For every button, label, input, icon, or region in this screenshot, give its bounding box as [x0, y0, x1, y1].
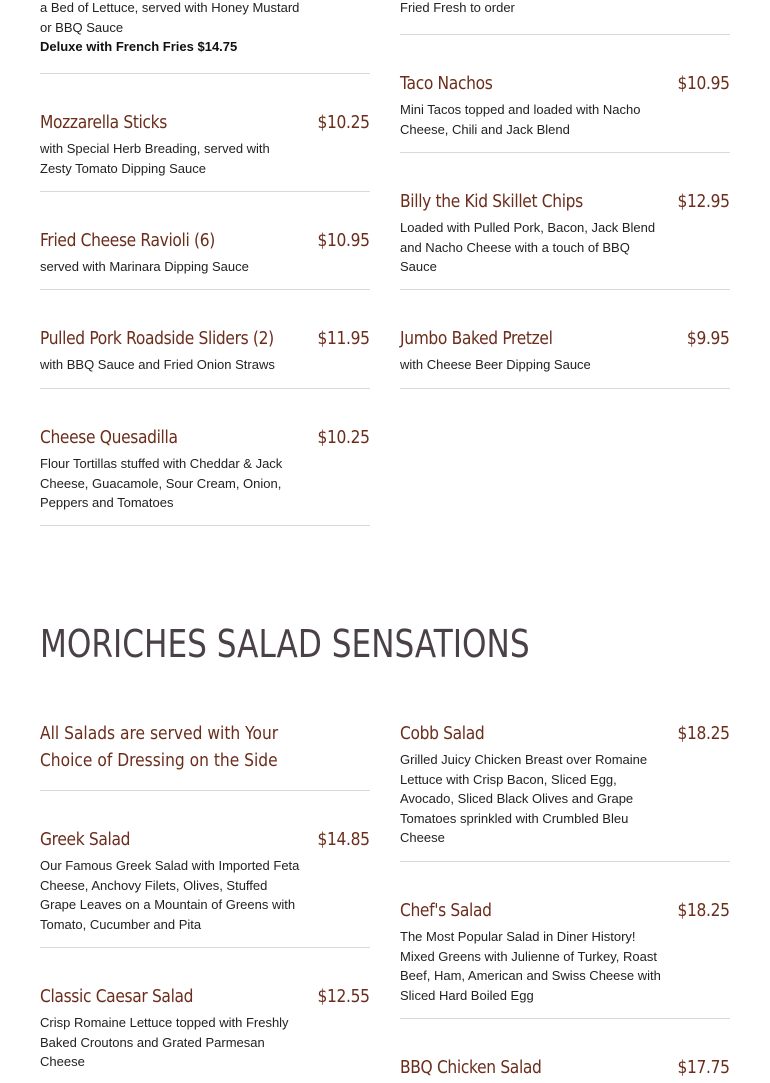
menu-item-name: Billy the Kid Skillet Chips: [400, 191, 583, 212]
divider: [40, 289, 370, 290]
menu-item-description: Our Famous Greek Salad with Imported Feta Cheese, Anchovy Filets, Olives, Stuffed Grape Leaves on a Mountain of Greens with Tomato, Cucumber and Pita: [40, 858, 300, 932]
menu-item-partial: [40, 0, 370, 57]
menu-item: [400, 69, 730, 139]
menu-item: [400, 896, 730, 1005]
menu-item: [40, 108, 370, 178]
menu-item-description: The Most Popular Salad in Diner History! Mixed Greens with Julienne of Turkey, Roast Beef, Ham, American and Swiss Cheese with Sliced Hard Boiled Egg: [400, 929, 661, 1003]
menu-item-name: Taco Nachos: [400, 73, 493, 94]
menu-item-description: Mini Tacos topped and loaded with Nacho Cheese, Chili and Jack Blend: [400, 102, 641, 137]
appetizers-right-column: [400, 0, 730, 420]
menu-item-price: $12.95: [677, 191, 730, 212]
divider: [400, 152, 730, 153]
salads-left-column: [40, 720, 370, 1082]
menu-item-price: $17.75: [677, 1057, 730, 1078]
menu-item-description: Loaded with Pulled Pork, Bacon, Jack Blend and Nacho Cheese with a touch of BBQ Sauce: [400, 220, 656, 274]
menu-item-price: $14.85: [317, 829, 370, 850]
menu-item-price: $10.25: [317, 112, 370, 133]
divider: [40, 73, 370, 74]
menu-item-extra: Deluxe with French Fries $14.75: [40, 39, 238, 54]
menu-item-name: Chef's Salad: [400, 900, 492, 921]
menu-item: [400, 187, 730, 277]
divider: [40, 947, 370, 948]
salad-dressing-note: All Salads are served with Your Choice of Dressing on the Side: [40, 723, 279, 771]
menu-item-description: with Special Herb Breading, served with Zesty Tomato Dipping Sauce: [40, 141, 270, 176]
menu-item-partial: [400, 0, 730, 18]
menu-item-name: Cobb Salad: [400, 723, 485, 744]
menu-item-price: $10.25: [317, 427, 370, 448]
menu-item-description: with BBQ Sauce and Fried Onion Straws: [40, 357, 275, 372]
menu-item: [400, 324, 730, 375]
divider: [400, 388, 730, 389]
menu-item-name: Classic Caesar Salad: [40, 986, 194, 1007]
divider: [400, 289, 730, 290]
menu-item: [40, 982, 370, 1072]
menu-item-name: Mozzarella Sticks: [40, 112, 168, 133]
salads-right-column: [400, 720, 730, 1082]
divider: [40, 191, 370, 192]
menu-item: [40, 324, 370, 375]
menu-item-description: served with Marinara Dipping Sauce: [40, 259, 249, 274]
menu-item-description: a Bed of Lettuce, served with Honey Mustard or BBQ Sauce: [40, 0, 300, 35]
menu-item-description: Flour Tortillas stuffed with Cheddar & Jack Cheese, Guacamole, Sour Cream, Onion, Peppers and Tomatoes: [40, 456, 283, 510]
menu-item: [400, 1053, 730, 1083]
menu-item-price: $10.95: [317, 230, 370, 251]
divider: [40, 388, 370, 389]
menu-item-price: $11.95: [317, 328, 370, 349]
menu-item-name: Jumbo Baked Pretzel: [400, 328, 553, 349]
menu-item-description: Fried Fresh to order: [400, 0, 515, 15]
section-title: MORICHES SALAD SENSATIONS: [40, 622, 530, 666]
menu-item-name: Pulled Pork Roadside Sliders (2): [40, 328, 274, 349]
divider: [400, 861, 730, 862]
menu-item-price: $18.25: [677, 723, 730, 744]
divider: [400, 1018, 730, 1019]
menu-item-price: $9.95: [687, 328, 730, 349]
menu-item-name: Fried Cheese Ravioli (6): [40, 230, 215, 251]
menu-item: [400, 719, 730, 848]
menu-item-name: Greek Salad: [40, 829, 131, 850]
menu-item: [40, 226, 370, 277]
divider: [400, 34, 730, 35]
menu-item-description: Grilled Juicy Chicken Breast over Romaine Lettuce with Crisp Bacon, Sliced Egg, Avocado, Sliced Black Olives and Grape Tomatoes sprinkled with Crumbled Bleu Cheese: [400, 752, 648, 845]
divider: [40, 525, 370, 526]
menu-item-name: Cheese Quesadilla: [40, 427, 178, 448]
menu-item: [40, 423, 370, 513]
menu-item-price: $18.25: [677, 900, 730, 921]
menu-item-price: $12.55: [317, 986, 370, 1007]
menu-item-description: Crisp Romaine Lettuce topped with Freshly Baked Croutons and Grated Parmesan Cheese: [40, 1015, 289, 1069]
menu-item-description: with Cheese Beer Dipping Sauce: [400, 357, 591, 372]
menu-item-name: BBQ Chicken Salad: [400, 1057, 542, 1078]
divider: [40, 790, 370, 791]
menu-item: [40, 825, 370, 934]
menu-item-price: $10.95: [677, 73, 730, 94]
appetizers-left-column: [40, 0, 370, 560]
